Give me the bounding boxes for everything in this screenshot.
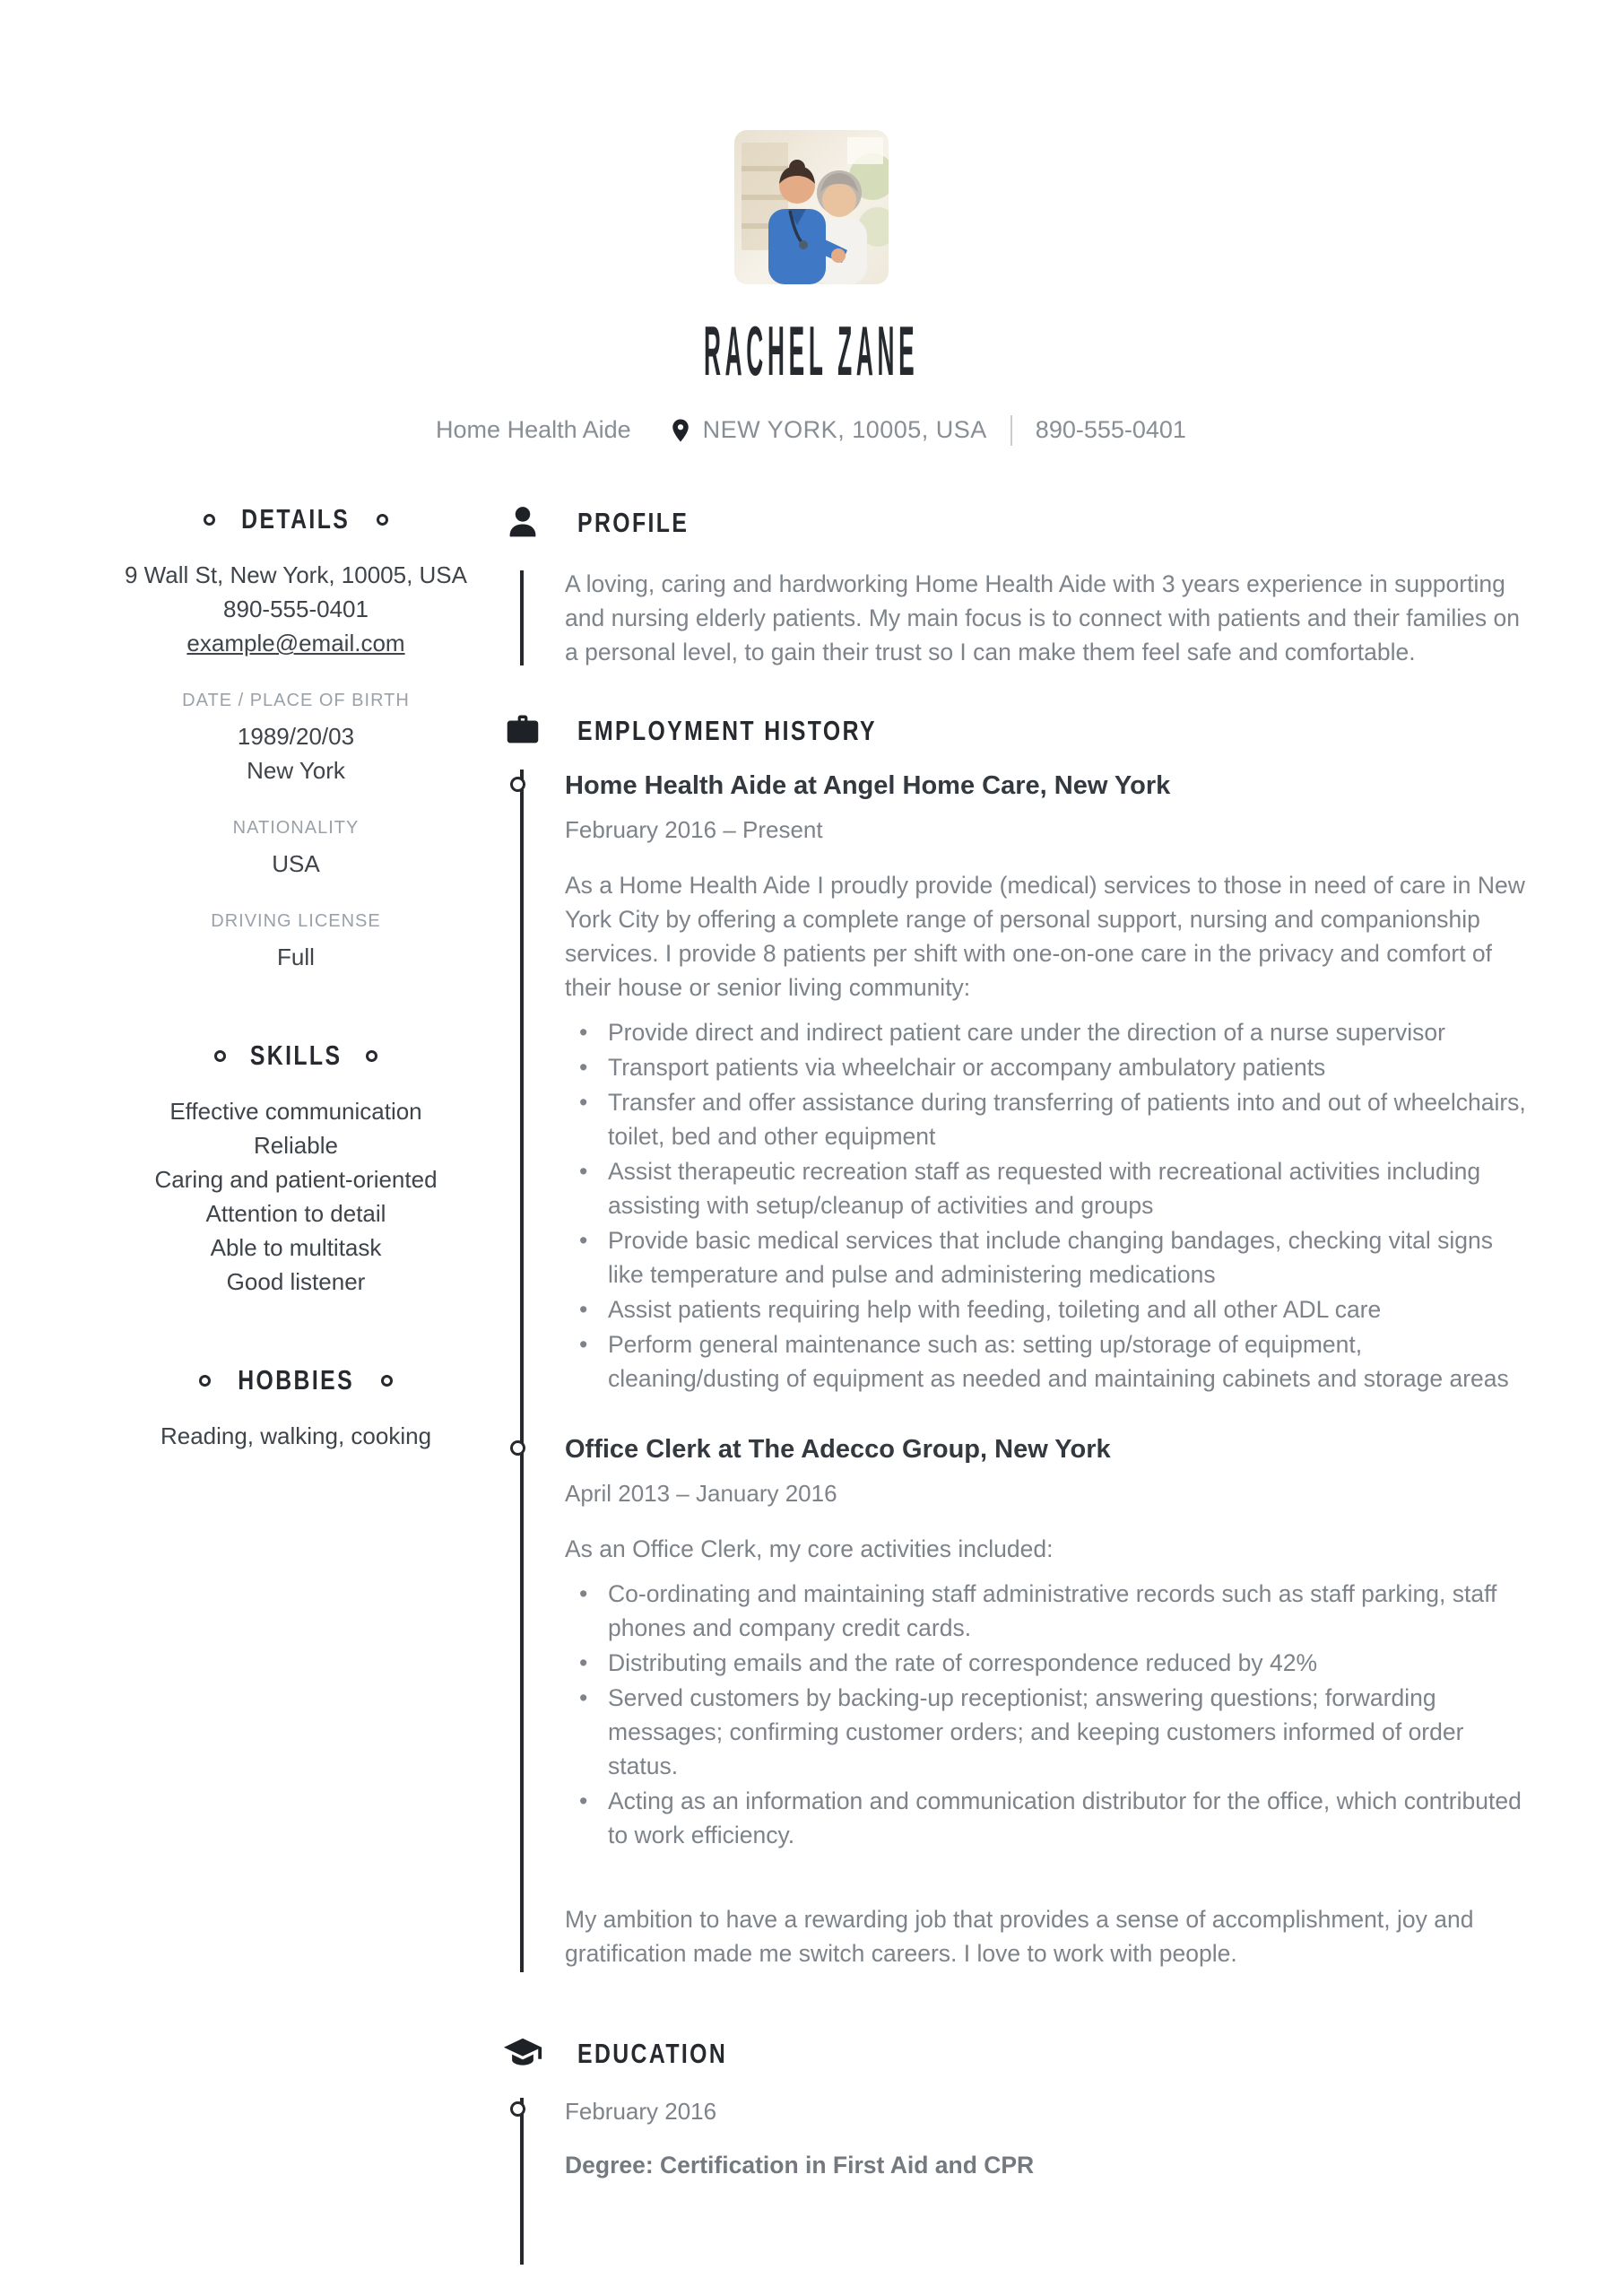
birth-place: New York bbox=[247, 757, 345, 784]
job-title: Home Health Aide at Angel Home Care, New York bbox=[565, 771, 1171, 800]
email-line bbox=[108, 626, 484, 660]
birth-label: DATE / PLACE OF BIRTH bbox=[182, 691, 410, 710]
candidate-name: RACHEL ZANE bbox=[703, 311, 919, 390]
profile-photo bbox=[734, 130, 889, 284]
skill-item: Attention to detail bbox=[205, 1200, 386, 1227]
ring-circle-icon bbox=[381, 1375, 393, 1387]
job-bullet: • Co-ordinating and maintaining staff administrative records such as staff parking, staff phones and company credit cards. bbox=[565, 1577, 1533, 1645]
timeline-rail bbox=[520, 2098, 524, 2265]
education-degree: Degree: Certification in First Aid and CPR bbox=[565, 2152, 1035, 2179]
person-icon bbox=[502, 502, 543, 544]
phone-line: 890-555-0401 bbox=[223, 596, 369, 622]
skill-item: Reliable bbox=[254, 1132, 338, 1159]
job-bullet: • Acting as an information and communication distributor for the office, which contributed to work efficiency. bbox=[565, 1784, 1533, 1852]
job-bullet: • Provide basic medical services that include changing bandages, checking vital signs like temperature and pulse and administering medications bbox=[565, 1223, 1533, 1292]
details-section bbox=[108, 502, 484, 974]
driving-license-value: Full bbox=[277, 944, 315, 970]
education-heading-row bbox=[502, 2033, 1533, 2074]
hobbies-heading: HOBBIES bbox=[238, 1364, 354, 1396]
profile-heading-row bbox=[502, 502, 1533, 544]
job-bullet: • Provide direct and indirect patient care under the direction of a nurse supervisor bbox=[565, 1015, 1533, 1049]
hobbies-section bbox=[108, 1363, 484, 1453]
nationality-group bbox=[108, 814, 484, 881]
briefcase-icon bbox=[502, 710, 543, 752]
skill-item: Good listener bbox=[226, 1268, 366, 1295]
education-section bbox=[502, 2033, 1533, 2268]
job-bullet: • Distributing emails and the rate of correspondence reduced by 42% bbox=[565, 1646, 1533, 1680]
job-title: Office Clerk at The Adecco Group, New York bbox=[565, 1435, 1111, 1464]
nurse-with-elderly-patient-photo bbox=[734, 130, 889, 284]
email-link[interactable]: example@email.com bbox=[186, 630, 405, 657]
hobbies-text: Reading, walking, cooking bbox=[160, 1422, 432, 1449]
profile-heading: PROFILE bbox=[577, 507, 690, 538]
job-intro: As a Home Health Aide I proudly provide (medical) services to those in need of care in New York City by offering a complete range of personal support, nursing and companionship services. I provide 8 patients per shift with one-on-one care in the privacy and comfort of their house or senior living community: bbox=[565, 872, 1525, 1001]
circle-marker-icon bbox=[510, 2101, 525, 2117]
header-phone: 890-555-0401 bbox=[1035, 416, 1186, 444]
graduation-cap-icon bbox=[502, 2033, 543, 2074]
ring-circle-icon bbox=[204, 514, 215, 526]
main-column bbox=[502, 502, 1533, 2268]
employment-heading-row bbox=[502, 710, 1533, 752]
address-line: 9 Wall St, New York, 10005, USA bbox=[124, 561, 467, 588]
job-dates: February 2016 – Present bbox=[565, 816, 823, 843]
job-dates: April 2013 – January 2016 bbox=[565, 1480, 837, 1507]
education-dates: February 2016 bbox=[565, 2098, 717, 2125]
nationality-label: NATIONALITY bbox=[232, 818, 360, 838]
skill-item: Able to multitask bbox=[210, 1234, 382, 1261]
birth-date: 1989/20/03 bbox=[237, 723, 355, 750]
timeline-rail bbox=[520, 570, 524, 665]
education-heading: EDUCATION bbox=[577, 2038, 728, 2069]
subline-divider bbox=[1010, 415, 1012, 446]
profile-text: A loving, caring and hardworking Home Health Aide with 3 years experience in supporting and nursing elderly patients. My main focus is to connect with patients and their families on a personal level, to gain their trust so I can make them feel safe and comfortable. bbox=[565, 570, 1520, 665]
nationality-value: USA bbox=[272, 850, 320, 877]
hobbies-heading-row bbox=[108, 1363, 484, 1397]
job-bullet-list bbox=[565, 1577, 1533, 1852]
employment-heading: EMPLOYMENT HISTORY bbox=[577, 715, 877, 746]
skill-item: Caring and patient-oriented bbox=[154, 1166, 438, 1193]
header-subline bbox=[0, 415, 1622, 446]
skills-heading: SKILLS bbox=[249, 1039, 343, 1071]
skills-heading-row bbox=[108, 1039, 484, 1073]
location-pin-icon bbox=[667, 417, 694, 444]
driving-license-group bbox=[108, 908, 484, 974]
ring-circle-icon bbox=[377, 514, 388, 526]
profile-section bbox=[502, 502, 1533, 669]
education-body bbox=[502, 2094, 1533, 2268]
job-bullet: • Assist therapeutic recreation staff as requested with recreational activities including assisting with setup/cleanup of activities and groups bbox=[565, 1154, 1533, 1222]
employment-section bbox=[502, 710, 1533, 1976]
header-location: NEW YORK, 10005, USA bbox=[702, 416, 987, 444]
birth-group bbox=[108, 687, 484, 787]
driving-license-label: DRIVING LICENSE bbox=[211, 911, 381, 931]
job-entry bbox=[565, 766, 1533, 1396]
job-bullet: • Transfer and offer assistance during transferring of patients into and out of wheelchairs, toilet, bed and other equipment bbox=[565, 1085, 1533, 1153]
job-entry bbox=[565, 1430, 1533, 1852]
education-entry bbox=[565, 2094, 1533, 2182]
employment-outro: My ambition to have a rewarding job that provides a sense of accomplishment, joy and gratification made me switch careers. I love to work with people. bbox=[565, 1906, 1474, 1967]
ring-circle-icon bbox=[199, 1375, 211, 1387]
skills-list bbox=[108, 1094, 484, 1299]
resume-header bbox=[0, 130, 1622, 446]
header-job-title: Home Health Aide bbox=[436, 416, 631, 444]
job-bullet: • Served customers by backing-up receptionist; answering questions; forwarding messages; confirming customer orders; and keeping customers informed of order status. bbox=[565, 1681, 1533, 1783]
circle-marker-icon bbox=[510, 1440, 525, 1456]
details-heading: DETAILS bbox=[241, 503, 351, 535]
ring-circle-icon bbox=[214, 1050, 226, 1062]
profile-body bbox=[502, 567, 1533, 669]
timeline-rail bbox=[520, 770, 524, 1972]
job-intro: As an Office Clerk, my core activities included: bbox=[565, 1535, 1054, 1562]
ring-circle-icon bbox=[366, 1050, 377, 1062]
circle-marker-icon bbox=[510, 777, 525, 792]
job-bullet-list bbox=[565, 1015, 1533, 1396]
employment-body bbox=[502, 766, 1533, 1976]
job-bullet: • Perform general maintenance such as: setting up/storage of equipment, cleaning/dusting of equipment as needed and maintaining cabinets and storage areas bbox=[565, 1327, 1533, 1396]
details-heading-row bbox=[108, 502, 484, 536]
skills-section bbox=[108, 1039, 484, 1299]
skill-item: Effective communication bbox=[169, 1098, 422, 1125]
job-bullet: • Transport patients via wheelchair or accompany ambulatory patients bbox=[565, 1050, 1533, 1084]
sidebar bbox=[108, 502, 484, 1453]
job-bullet: • Assist patients requiring help with feeding, toileting and all other ADL care bbox=[565, 1292, 1533, 1326]
